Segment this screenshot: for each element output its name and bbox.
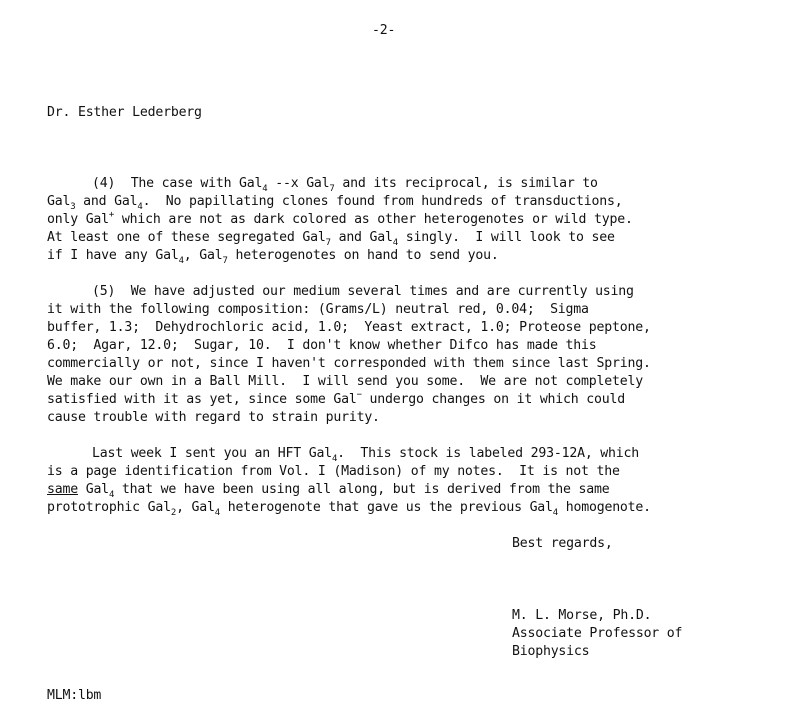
para2-line3: buffer, 1.3; Dehydrochloric acid, 1.0; Yeast extract, 1.0; Proteose peptone, [47,320,651,335]
para3-line4: prototrophic Gal$_2$, Gal$_4$ heterogenote that gave us the previous Gal$_4$ homogenote. [47,500,651,518]
typist-initials: MLM:lbm [47,688,102,703]
para2-line8: cause trouble with regard to strain purity. [47,410,380,425]
para3-line1: Last week I sent you an HFT Gal$_4$. This stock is labeled 293-12A, which [92,446,639,464]
para1-line1: (4) The case with Gal$_4$ --x Gal$_7$ and its reciprocal, is similar to [92,176,598,194]
page-number: -2- [372,23,396,38]
para3-line2: is a page identification from Vol. I (Madison) of my notes. It is not the [47,464,620,479]
signature-title: Associate Professor of [512,626,683,641]
para2-line1: (5) We have adjusted our medium several times and are currently using [92,284,634,299]
para2-line7: satisfied with it as yet, since some Gal− undergo changes on it which could [47,390,625,407]
para2-line4: 6.0; Agar, 12.0; Sugar, 10. I don't know whether Difco has made this [47,338,597,353]
para1-line3: only Gal+ which are not as dark colored as other heterogenotes or wild type. [47,210,633,227]
signature-name: M. L. Morse, Ph.D. [512,608,652,623]
para1-line4: At least one of these segregated Gal$_7$ and Gal$_4$ singly. I will look to see [47,230,615,248]
signature-dept: Biophysics [512,644,590,659]
para3-line3: same Gal$_4$ that we have been using all along, but is derived from the same [47,482,610,500]
para2-line6: We make our own in a Ball Mill. I will send you some. We are not completely [47,374,643,389]
salutation: Dr. Esther Lederberg [47,105,202,120]
para2-line2: it with the following composition: (Grams/L) neutral red, 0.04; Sigma [47,302,589,317]
closing: Best regards, [512,536,613,551]
para1-line5: if I have any Gal$_4$, Gal$_7$ heterogenotes on hand to send you. [47,248,499,266]
para1-line2: Gal$_3$ and Gal$_4$. No papillating clones found from hundreds of transductions, [47,194,623,212]
para2-line5: commercially or not, since I haven't corresponded with them since last Spring. [47,356,651,371]
